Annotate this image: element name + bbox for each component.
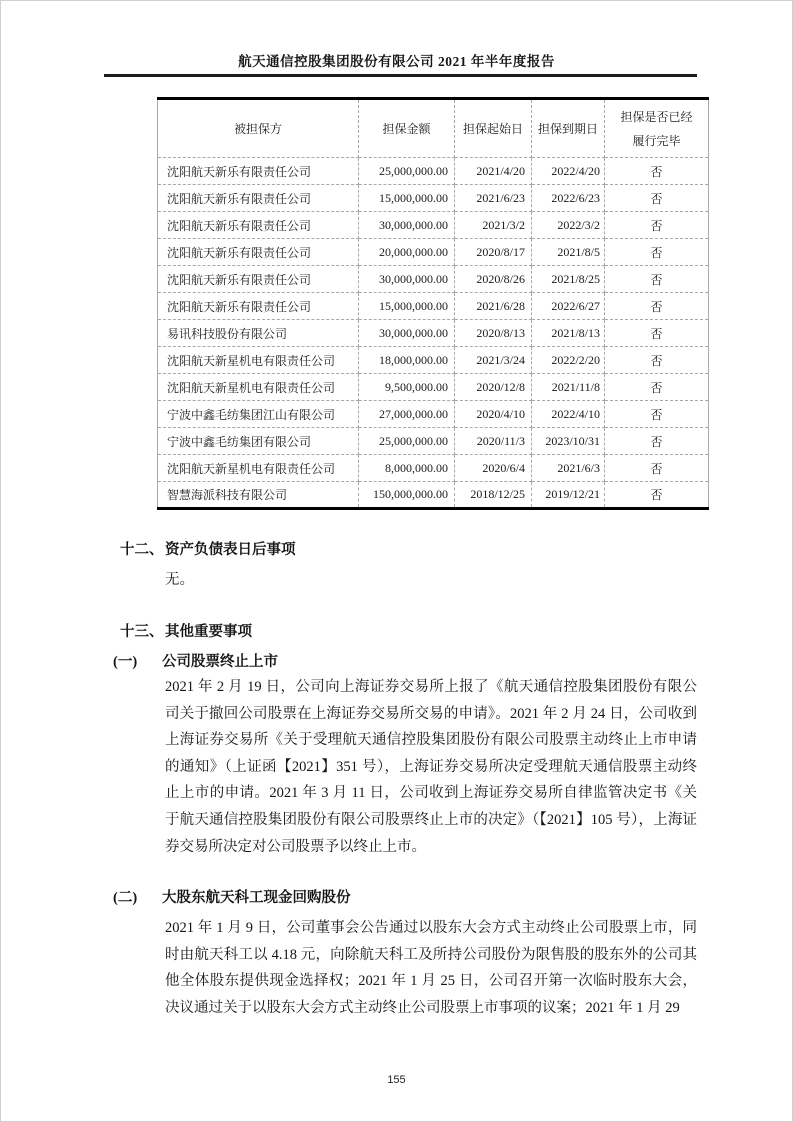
table-cell: 15,000,000.00 (359, 293, 455, 320)
table-cell: 2021/3/2 (455, 212, 532, 239)
table-cell: 30,000,000.00 (359, 320, 455, 347)
section-title: 资产负债表日后事项 (165, 542, 296, 558)
subsection-number: (二) (113, 890, 138, 906)
table-cell: 8,000,000.00 (359, 455, 455, 482)
table-cell: 2022/4/20 (532, 158, 605, 185)
subsection-1-heading (113, 652, 278, 672)
table-cell: 否 (605, 455, 709, 482)
table-cell: 2020/6/4 (455, 455, 532, 482)
column-header: 担保起始日 (455, 99, 532, 158)
table-cell: 9,500,000.00 (359, 374, 455, 401)
table-header-row (158, 99, 709, 158)
section-12-body: 无。 (165, 572, 194, 588)
table-cell: 2020/4/10 (455, 401, 532, 428)
table-cell: 否 (605, 347, 709, 374)
table-head (158, 99, 709, 158)
table-row (158, 239, 709, 266)
report-header-title: 航天通信控股集团股份有限公司 2021 年半年度报告 (238, 54, 555, 69)
table-cell: 2022/6/23 (532, 185, 605, 212)
table-row (158, 455, 709, 482)
section-13-heading (120, 622, 252, 642)
table-cell: 2021/8/25 (532, 266, 605, 293)
table-cell: 20,000,000.00 (359, 239, 455, 266)
table-cell: 沈阳航天新乐有限责任公司 (158, 266, 359, 293)
table-body (158, 158, 709, 509)
table-cell: 2021/11/8 (532, 374, 605, 401)
table-cell: 25,000,000.00 (359, 428, 455, 455)
table-row (158, 320, 709, 347)
table-cell: 2021/4/20 (455, 158, 532, 185)
table-cell: 150,000,000.00 (359, 482, 455, 509)
table-cell: 否 (605, 293, 709, 320)
table-cell: 沈阳航天新乐有限责任公司 (158, 158, 359, 185)
table-cell: 易讯科技股份有限公司 (158, 320, 359, 347)
table-cell: 否 (605, 266, 709, 293)
table-row (158, 428, 709, 455)
table-cell: 否 (605, 239, 709, 266)
table-cell: 2020/11/3 (455, 428, 532, 455)
table-cell: 2020/12/8 (455, 374, 532, 401)
table-cell: 沈阳航天新乐有限责任公司 (158, 239, 359, 266)
section-title: 其他重要事项 (165, 624, 252, 640)
subsection-title: 大股东航天科工现金回购股份 (162, 890, 351, 906)
subsection-title: 公司股票终止上市 (162, 654, 278, 670)
table-row (158, 374, 709, 401)
section-12-heading (120, 540, 296, 560)
table-cell: 沈阳航天新星机电有限责任公司 (158, 374, 359, 401)
table-cell: 2021/6/3 (532, 455, 605, 482)
table-cell: 2022/4/10 (532, 401, 605, 428)
table-cell: 25,000,000.00 (359, 158, 455, 185)
table-cell: 宁波中鑫毛纺集团江山有限公司 (158, 401, 359, 428)
table-cell: 15,000,000.00 (359, 185, 455, 212)
table-cell: 沈阳航天新星机电有限责任公司 (158, 455, 359, 482)
table-cell: 否 (605, 185, 709, 212)
table-cell: 宁波中鑫毛纺集团有限公司 (158, 428, 359, 455)
guarantee-table (157, 97, 709, 510)
table-cell: 2023/10/31 (532, 428, 605, 455)
section-number: 十三、 (120, 624, 164, 640)
table-row (158, 212, 709, 239)
table-row (158, 401, 709, 428)
column-header: 担保是否已经履行完毕 (605, 99, 709, 158)
table-row (158, 293, 709, 320)
table-cell: 沈阳航天新乐有限责任公司 (158, 212, 359, 239)
subsection-number: (一) (113, 654, 138, 670)
table-cell: 2021/6/23 (455, 185, 532, 212)
table-cell: 否 (605, 401, 709, 428)
table-cell: 2022/3/2 (532, 212, 605, 239)
table-cell: 2018/12/25 (455, 482, 532, 509)
table-row (158, 482, 709, 509)
column-header: 被担保方 (158, 99, 359, 158)
table-row (158, 158, 709, 185)
table-row (158, 347, 709, 374)
column-header: 担保金额 (359, 99, 455, 158)
table-cell: 否 (605, 158, 709, 185)
table-cell: 沈阳航天新星机电有限责任公司 (158, 347, 359, 374)
table-cell: 否 (605, 482, 709, 509)
table-cell: 沈阳航天新乐有限责任公司 (158, 293, 359, 320)
subsection-2-heading (113, 888, 351, 908)
table-cell: 2021/3/24 (455, 347, 532, 374)
table-cell: 2020/8/17 (455, 239, 532, 266)
table-cell: 2021/8/13 (532, 320, 605, 347)
table-cell: 18,000,000.00 (359, 347, 455, 374)
table-cell: 2020/8/13 (455, 320, 532, 347)
column-header: 担保到期日 (532, 99, 605, 158)
table-cell: 否 (605, 320, 709, 347)
section-number: 十二、 (120, 542, 164, 558)
table-cell: 2022/6/27 (532, 293, 605, 320)
table-cell: 2021/6/28 (455, 293, 532, 320)
subsection-1-paragraph: 2021 年 2 月 19 日，公司向上海证券交易所上报了《航天通信控股集团股份有限公司关于撤回公司股票在上海证券交易所交易的申请》。2021 年 2 月 24 日，公司收到上海证券交易所《关于受理航天通信控股集团股份有限公司股票主动终止上市申请的通知》（上证函【2021】351 号），上海证券交易所决定受理航天通信股票主动终止上市的申请。2021 年 3 月 11 日，公司收到上海证券交易所自律监管决定书《关于航天通信控股集团股份有限公司股票终止上市的决定》（【2021】105 号），上海证券交易所决定对公司股票予以终止上市。 (165, 679, 697, 855)
subsection-2-paragraph: 2021 年 1 月 9 日，公司董事会公告通过以股东大会方式主动终止公司股票上市，同时由航天科工以 4.18 元，向除航天科工及所持公司股份为限售股的股东外的公司其他全体股东提供现金选择权；2021 年 1 月 25 日，公司召开第一次临时股东大会，决议通过关于以股东大会方式主动终止公司股票上市事项的议案；2021 年 1 月 29 (165, 920, 697, 1016)
table-cell: 2021/8/5 (532, 239, 605, 266)
table-cell: 30,000,000.00 (359, 212, 455, 239)
header-rule (104, 74, 697, 77)
table-cell: 否 (605, 374, 709, 401)
page-number: 155 (387, 1074, 406, 1086)
table-row (158, 185, 709, 212)
table-cell: 30,000,000.00 (359, 266, 455, 293)
table-row (158, 266, 709, 293)
table-cell: 否 (605, 428, 709, 455)
table-cell: 2020/8/26 (455, 266, 532, 293)
table-cell: 2022/2/20 (532, 347, 605, 374)
table-cell: 27,000,000.00 (359, 401, 455, 428)
table-cell: 沈阳航天新乐有限责任公司 (158, 185, 359, 212)
table-cell: 否 (605, 212, 709, 239)
table-cell: 智慧海派科技有限公司 (158, 482, 359, 509)
table-cell: 2019/12/21 (532, 482, 605, 509)
